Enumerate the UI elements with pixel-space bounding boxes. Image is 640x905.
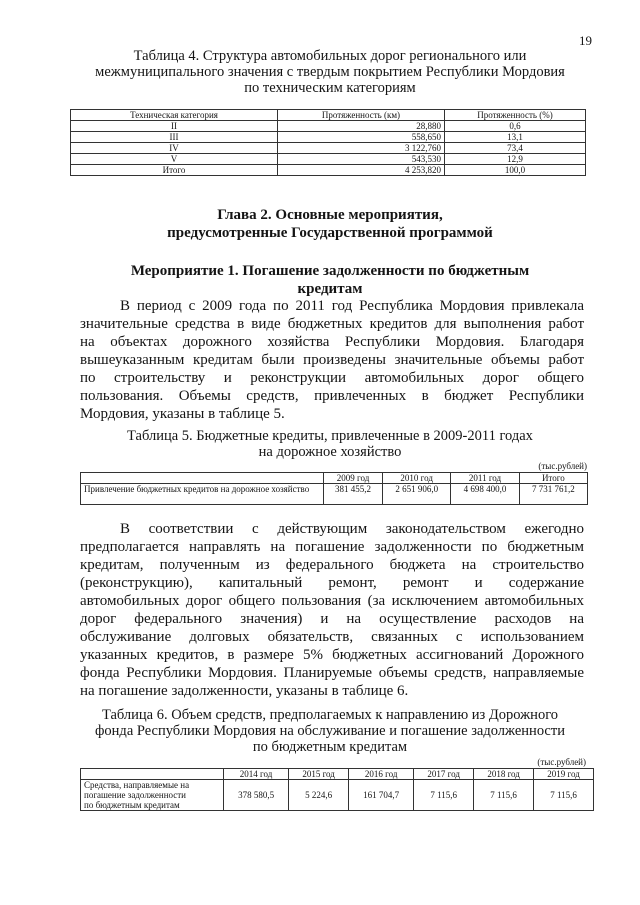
table5-header-total: Итого	[519, 473, 587, 484]
measure-heading-line: Мероприятие 1. Погашение задолженности по бюджетным	[130, 263, 530, 279]
table5-caption	[60, 428, 600, 460]
page-number: 19	[579, 33, 592, 48]
table5-cell: 381 455,2	[324, 484, 383, 505]
table4-caption-line: межмуниципального значения с твердым покрытием Республики Мордовия	[95, 64, 565, 80]
paragraph-line: предполагается направлять на погашение задолженности по бюджетным	[80, 539, 584, 555]
paragraph-line: В период с 2009 года по 2011 год Республика Мордовия привлекала	[120, 298, 584, 314]
table6-header-2016: 2016 год	[349, 769, 414, 780]
table-row	[71, 154, 586, 165]
table4-cell: III	[71, 132, 278, 143]
chapter-heading	[60, 206, 600, 242]
table5-row-label: Привлечение бюджетных кредитов на дорожное хозяйство	[81, 484, 324, 505]
table6-cell: 7 115,6	[414, 780, 474, 811]
table6-header-2019: 2019 год	[534, 769, 594, 780]
table-header-row	[81, 473, 588, 484]
paragraph-line: на погашение задолженности, указаны в таблице 6.	[80, 683, 409, 699]
table6-cell: 161 704,7	[349, 780, 414, 811]
table4-cell: 4 253,820	[278, 165, 445, 176]
paragraph-line: указанных кредитов, в размере 5% бюджетных ассигнований Дорожного	[80, 647, 584, 663]
table6-caption-line: Таблица 6. Объем средств, предполагаемых к направлению из Дорожного	[101, 707, 559, 723]
table5-header-2009: 2009 год	[324, 473, 383, 484]
table6-header-2015: 2015 год	[289, 769, 349, 780]
table6-header-2018: 2018 год	[474, 769, 534, 780]
table5-cell: 4 698 400,0	[451, 484, 519, 505]
table5	[80, 472, 588, 505]
table4-caption-line: Таблица 4. Структура автомобильных дорог регионального или	[133, 48, 527, 64]
table4-cell: 73,4	[445, 143, 586, 154]
table4-cell: Итого	[71, 165, 278, 176]
table4-cell: 13,1	[445, 132, 586, 143]
table6-row-label-line: погашение задолженности	[84, 790, 187, 800]
table5-header-empty	[81, 473, 324, 484]
table-header-row	[81, 769, 594, 780]
paragraph-line: фонда Республики Мордовия. Планируемые объемы средств, направляемые	[80, 665, 584, 681]
paragraph-line: на объектах дорожного хозяйства Республики Мордовия. Благодаря	[80, 334, 584, 350]
table4-cell: 28,880	[278, 121, 445, 132]
table6-cell: 378 580,5	[224, 780, 289, 811]
paragraph-line: кредитам, полученным из федерального бюджета на строительство	[80, 557, 584, 573]
paragraph-line: (реконструкцию), капитальный ремонт, ремонт и содержание	[80, 575, 584, 591]
table6-header-empty	[81, 769, 224, 780]
table5-unit: (тыс.рублей)	[538, 461, 587, 471]
table-header-row	[71, 110, 586, 121]
table4-header-category: Техническая категория	[71, 110, 278, 121]
table6-header-2017: 2017 год	[414, 769, 474, 780]
table-row	[81, 780, 594, 811]
chapter-heading-line: предусмотренные Государственной программой	[167, 225, 493, 241]
paragraph-line: обслуживание долговых обязательств, связанных с использованием	[80, 629, 584, 645]
table4	[70, 109, 586, 176]
table6	[80, 768, 594, 811]
table4-cell: V	[71, 154, 278, 165]
paragraph-line: В соответствии с действующим законодательством ежегодно	[120, 521, 584, 537]
table4-cell: IV	[71, 143, 278, 154]
table5-caption-line: Таблица 5. Бюджетные кредиты, привлеченные в 2009-2011 годах	[127, 428, 533, 444]
table5-caption-line: на дорожное хозяйство	[258, 444, 402, 460]
table4-cell: 100,0	[445, 165, 586, 176]
table6-caption-line: фонда Республики Мордовия на обслуживание и погашение задолженности	[95, 723, 565, 739]
table5-cell: 7 731 761,2	[519, 484, 587, 505]
paragraph-line: дорог федерального значения) и на осуществление расходов на	[80, 611, 584, 627]
table4-cell: 0,6	[445, 121, 586, 132]
table6-row-label-line: Средства, направляемые на	[84, 780, 190, 790]
table-row	[71, 165, 586, 176]
table4-caption-line: по техническим категориям	[244, 80, 416, 96]
paragraph-1	[80, 297, 584, 423]
paragraph-line: значительные средства в виде бюджетных кредитов для выполнения работ	[80, 316, 584, 332]
table4-header-percent: Протяженность (%)	[445, 110, 586, 121]
chapter-heading-line: Глава 2. Основные мероприятия,	[217, 207, 443, 223]
table4-cell: 558,650	[278, 132, 445, 143]
table6-header-2014: 2014 год	[224, 769, 289, 780]
table5-header-2010: 2010 год	[383, 473, 451, 484]
table5-header-2011: 2011 год	[451, 473, 519, 484]
measure-heading-line: кредитам	[297, 281, 363, 297]
paragraph-line: пользования. Объемы средств, привлеченных в бюджет Республики	[80, 388, 584, 404]
paragraph-line: по строительству и реконструкции автомобильных дорог общего	[80, 370, 584, 386]
paragraph-line: вышеуказанным кредитам были произведены значительные объемы работ	[80, 352, 584, 368]
table-row	[71, 143, 586, 154]
table6-cell: 7 115,6	[534, 780, 594, 811]
paragraph-line: автомобильных дорог общего пользования (за исключением автомобильных	[80, 593, 584, 609]
table-row	[81, 484, 588, 505]
table6-cell: 5 224,6	[289, 780, 349, 811]
paragraph-2	[80, 520, 584, 700]
table4-cell: 543,530	[278, 154, 445, 165]
table6-caption	[60, 707, 600, 755]
table6-cell: 7 115,6	[474, 780, 534, 811]
scan-noise-left	[0, 2, 150, 8]
table6-unit: (тыс.рублей)	[537, 757, 586, 767]
table4-cell: 3 122,760	[278, 143, 445, 154]
table5-cell: 2 651 906,0	[383, 484, 451, 505]
table6-row-label	[81, 780, 224, 811]
measure-heading	[60, 262, 600, 298]
table-row	[71, 121, 586, 132]
table-row	[71, 132, 586, 143]
table6-row-label-line: по бюджетным кредитам	[84, 800, 180, 810]
table4-caption	[60, 48, 600, 96]
table4-cell: II	[71, 121, 278, 132]
scan-noise-right	[500, 2, 640, 8]
table4-cell: 12,9	[445, 154, 586, 165]
table4-header-length: Протяженность (км)	[278, 110, 445, 121]
table6-caption-line: по бюджетным кредитам	[252, 739, 408, 755]
paragraph-line: Мордовия, указаны в таблице 5.	[80, 406, 285, 422]
